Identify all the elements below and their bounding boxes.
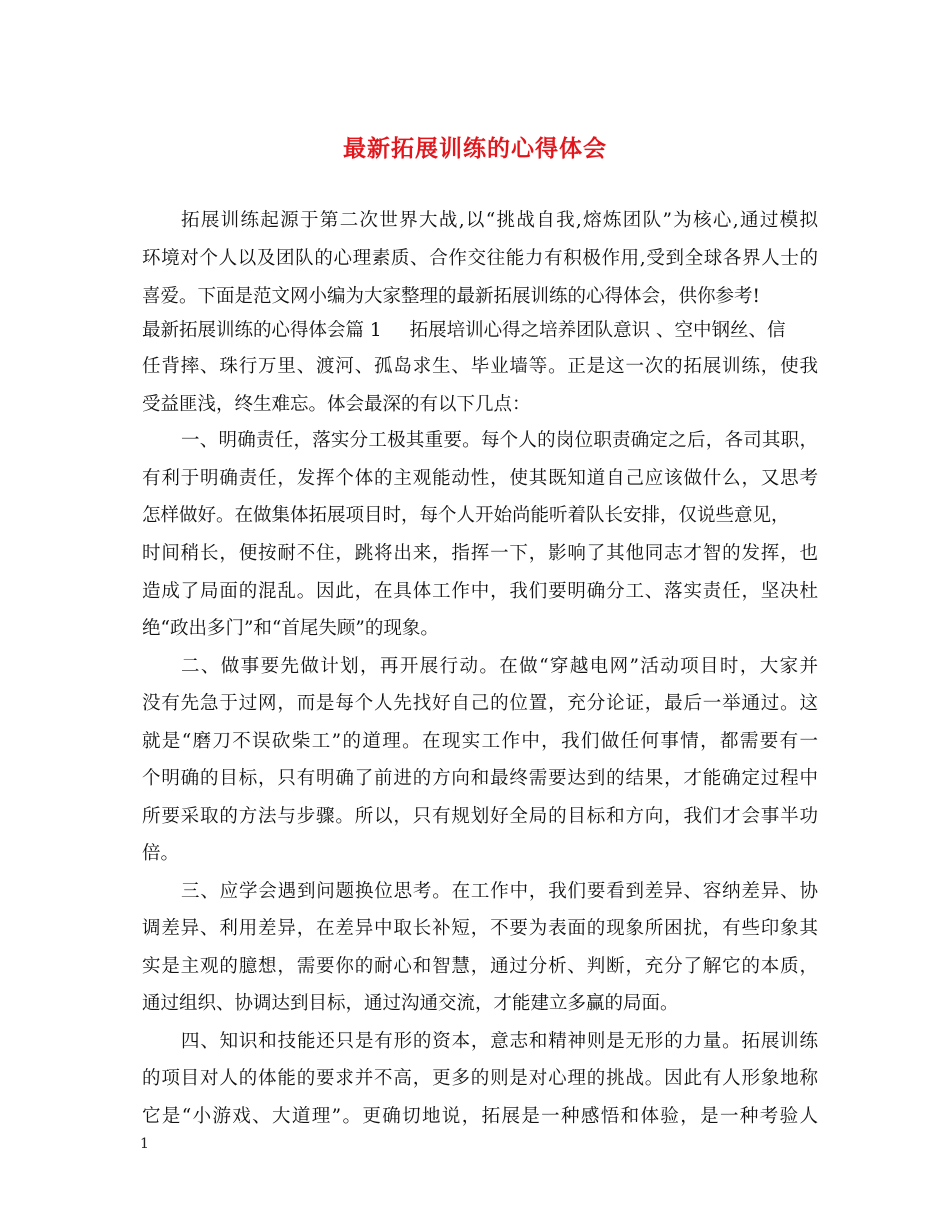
paragraph-line: 喜爱。下面是范文网小编为大家整理的最新拓展训练的心得体会，供你参考! <box>142 286 760 307</box>
paragraph-line: 没有先急于过网，而是每个人先找好自己的位置，充分论证，最后一举通过。这 <box>142 693 818 714</box>
paragraph-line: 时间稍长，便按耐不住，跳将出来，指挥一下，影响了其他同志才智的发挥，也 <box>142 543 818 564</box>
paragraph-line: 二、做事要先做计划，再开展行动。在做“穿越电网”活动项目时，大家并 <box>181 656 818 677</box>
paragraph-line: 绝“政出多门”和“首尾失顾”的现象。 <box>142 618 439 639</box>
page-number: 1 <box>140 1136 149 1152</box>
paragraph-line: 实是主观的臆想，需要你的耐心和智慧，通过分析、判断，充分了解它的本质， <box>142 956 818 977</box>
paragraph-line: 的项目对人的体能的要求并不高，更多的则是对心理的挑战。因此有人形象地称 <box>142 1068 818 1089</box>
paragraph-line: 所要采取的方法与步骤。所以，只有规划好全局的目标和方向，我们才会事半功 <box>142 806 818 827</box>
paragraph-line: 一、明确责任，落实分工极其重要。每个人的岗位职责确定之后，各司其职， <box>181 430 818 451</box>
paragraph-line: 任背摔、珠行万里、渡河、孤岛求生、毕业墙等。正是这一次的拓展训练，使我 <box>142 356 818 377</box>
paragraph-line: 四、知识和技能还只是有形的资本，意志和精神则是无形的力量。拓展训练 <box>181 1031 818 1052</box>
paragraph-line: 通过组织、协调达到目标，通过沟通交流，才能建立多赢的局面。 <box>142 993 679 1014</box>
paragraph-line: 调差异、利用差异，在差异中取长补短，不要为表面的现象所困扰，有些印象其 <box>142 918 818 939</box>
paragraph-line: 个明确的目标，只有明确了前进的方向和最终需要达到的结果，才能确定过程中 <box>142 768 818 789</box>
paragraph-line: 三、应学会遇到问题换位思考。在工作中，我们要看到差异、容纳差异、协 <box>181 881 818 902</box>
paragraph-line: 受益匪浅，终生难忘。体会最深的有以下几点： <box>142 394 531 415</box>
paragraph-line-fragment: 拓展培训心得之培养团队意识 、空中钢丝、信 <box>409 320 786 341</box>
page-title: 最新拓展训练的心得体会 <box>343 135 607 162</box>
paragraph-line: 它是“小游戏、大道理”。更确切地说，拓展是一种感悟和体验，是一种考验人 <box>142 1106 818 1127</box>
paragraph-line: 倍。 <box>142 843 180 864</box>
section-heading: 最新拓展训练的心得体会篇 1 <box>142 320 382 341</box>
paragraph-line: 环境对个人以及团队的心理素质、合作交往能力有积极作用,受到全球各界人士的 <box>142 248 818 269</box>
paragraph-line: 就是“磨刀不误砍柴工”的道理。在现实工作中，我们做任何事情，都需要有一 <box>142 731 818 752</box>
paragraph-line: 怎样做好。在做集体拓展项目时，每个人开始尚能听着队长安排，仅说些意见， <box>142 505 790 526</box>
paragraph-line: 有利于明确责任，发挥个体的主观能动性，使其既知道自己应该做什么，又思考 <box>142 468 818 489</box>
section-heading-line <box>142 320 786 342</box>
paragraph-line: 拓展训练起源于第二次世界大战,以“挑战自我,熔炼团队”为核心,通过模拟 <box>181 210 818 231</box>
paragraph-line: 造成了局面的混乱。因此，在具体工作中，我们要明确分工、落实责任，坚决杜 <box>142 581 818 602</box>
